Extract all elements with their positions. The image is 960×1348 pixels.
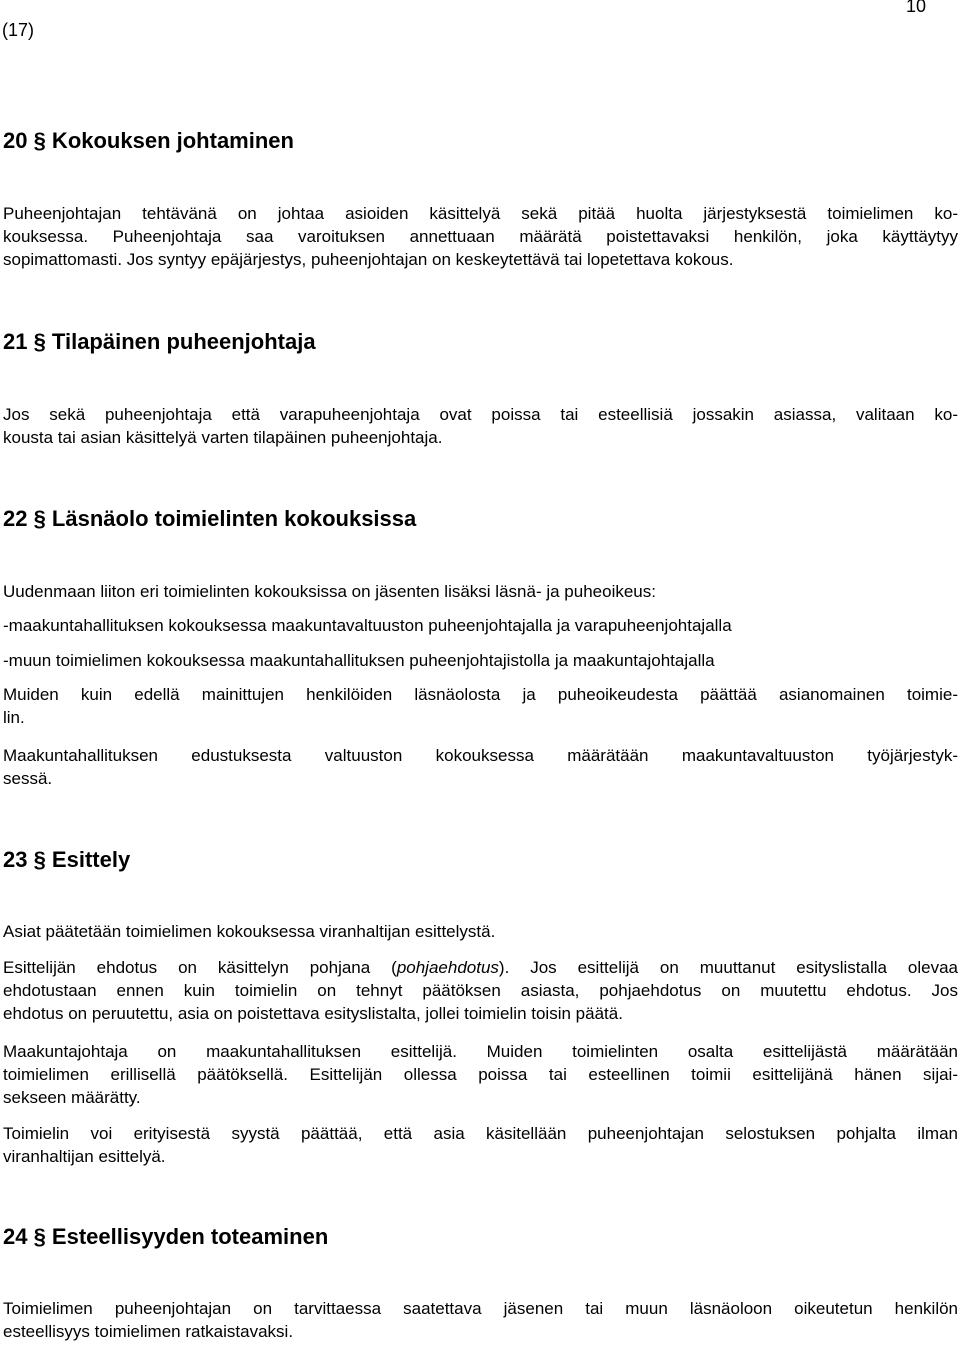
text-line: lin. — [3, 708, 25, 727]
text-line: kousta tai asian käsittelyä varten tilapäinen puheenjohtaja. — [3, 428, 443, 447]
text-line: Toimielin voi erityisestä syystä päättää, että asia käsitellään puheenjohtajan selostuksen pohjalta ilman — [3, 1124, 958, 1143]
text-line: sekseen määrätty. — [3, 1088, 141, 1107]
paragraph — [3, 744, 958, 790]
section-heading-22: 22 § Läsnäolo toimielinten kokouksissa — [3, 506, 417, 531]
text-line: esteellisyys toimielimen ratkaistavaksi. — [3, 1322, 294, 1341]
paragraph — [3, 649, 958, 672]
paragraph — [3, 1122, 958, 1168]
text-line: Jos sekä puheenjohtaja että varapuheenjohtaja ovat poissa tai esteellisiä jossakin asiassa, valitaan ko- — [3, 405, 958, 424]
text-line: kouksessa. Puheenjohtaja saa varoituksen annettuaan määrätä poistettavaksi henkilön, joka käyttäytyy — [3, 227, 958, 246]
paragraph — [3, 956, 958, 1025]
paragraph — [3, 202, 958, 271]
text-line: Maakuntajohtaja on maakuntahallituksen esittelijä. Muiden toimielinten osalta esittelijästä määrätään — [3, 1042, 958, 1061]
paragraph — [3, 683, 958, 729]
paragraph — [3, 1040, 958, 1109]
paragraph — [3, 1297, 958, 1343]
text-line: Asiat päätetään toimielimen kokouksessa viranhaltijan esittelystä. — [3, 922, 496, 941]
text-line: -muun toimielimen kokouksessa maakuntahallituksen puheenjohtajistolla ja maakuntajohtajalla — [3, 651, 715, 670]
emphasis-text: pohjaehdotus — [396, 958, 499, 977]
page-number: 10 — [906, 0, 927, 16]
text-line: ehdotus on peruutettu, asia on poistettava esityslistalta, jollei toimielin toisin päätä. — [3, 1004, 623, 1023]
section-heading-21: 21 § Tilapäinen puheenjohtaja — [3, 329, 316, 354]
page-count: (17) — [2, 20, 35, 40]
text-line: sessä. — [3, 769, 53, 788]
paragraph — [3, 403, 958, 449]
section-heading-23: 23 § Esittely — [3, 847, 131, 872]
text-line: Puheenjohtajan tehtävänä on johtaa asioiden käsittelyä sekä pitää huolta järjestyksestä toimielimen ko- — [3, 204, 958, 223]
paragraph — [3, 920, 958, 943]
text-segment: ). Jos esittelijä on muuttanut esityslistalla olevaa — [498, 958, 958, 977]
paragraph — [3, 580, 958, 603]
text-line: toimielimen erillisellä päätöksellä. Esittelijän ollessa poissa tai esteellinen toimii esittelijänä hänen sijai- — [3, 1065, 958, 1084]
text-line: Toimielimen puheenjohtajan on tarvittaessa saatettava jäsenen tai muun läsnäoloon oikeutetun henkilön — [3, 1299, 958, 1318]
text-segment: Esittelijän ehdotus on käsittelyn pohjana ( — [3, 958, 397, 977]
section-heading-20: 20 § Kokouksen johtaminen — [3, 128, 294, 153]
text-line: Uudenmaan liiton eri toimielinten kokouksissa on jäsenten lisäksi läsnä- ja puheoikeus: — [3, 582, 656, 601]
text-line: Maakuntahallituksen edustuksesta valtuuston kokouksessa määrätään maakuntavaltuuston työjärjestyk- — [3, 746, 958, 765]
text-line: Muiden kuin edellä mainittujen henkilöiden läsnäolosta ja puheoikeudesta päättää asianomainen toimie- — [3, 685, 958, 704]
section-heading-24: 24 § Esteellisyyden toteaminen — [3, 1224, 329, 1249]
text-line: ehdotustaan ennen kuin toimielin on tehnyt päätöksen asiasta, pohjaehdotus on muutettu ehdotus. Jos — [3, 981, 958, 1000]
text-line: viranhaltijan esittelyä. — [3, 1147, 166, 1166]
text-line — [3, 956, 958, 979]
text-line: sopimattomasti. Jos syntyy epäjärjestys, puheenjohtajan on keskeytettävä tai lopetettava kokous. — [3, 250, 734, 269]
text-line: -maakuntahallituksen kokouksessa maakuntavaltuuston puheenjohtajalla ja varapuheenjohtajalla — [3, 616, 732, 635]
paragraph — [3, 614, 958, 637]
